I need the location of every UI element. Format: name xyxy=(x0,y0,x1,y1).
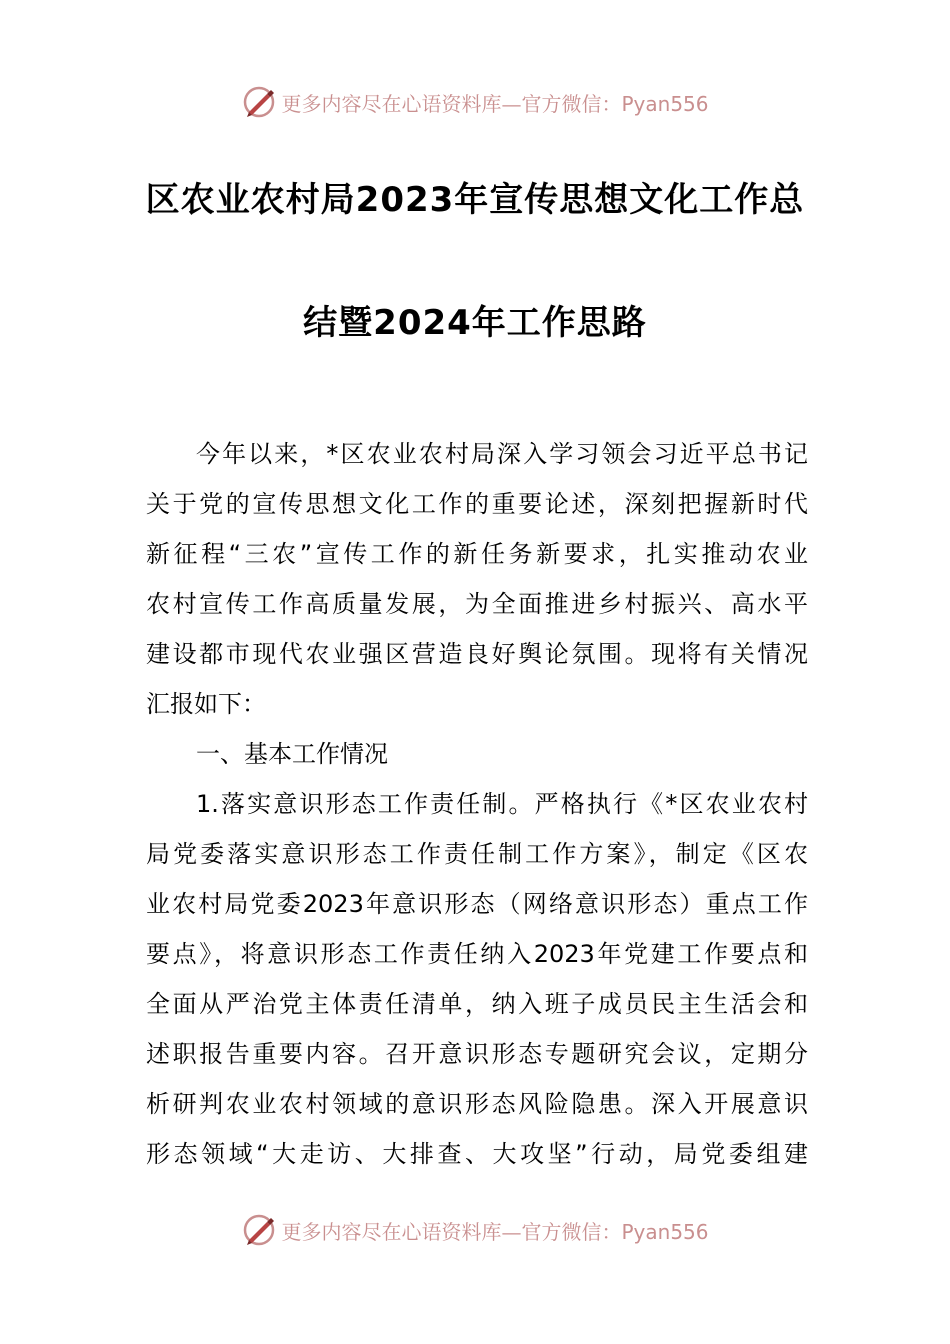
body-line: 业农村局党委2023年意识形态（网络意识形态）重点工作 xyxy=(146,890,808,918)
body-line: 汇报如下： xyxy=(146,690,266,718)
body-line: 今年以来，*区农业农村局深入学习领会习近平总书记 xyxy=(196,440,808,468)
section-heading: 一、基本工作情况 xyxy=(196,740,388,768)
pen-logo-icon xyxy=(241,84,277,120)
body-line: 新征程“三农”宣传工作的新任务新要求，扎实推动农业 xyxy=(146,540,808,568)
body-line: 建设都市现代农业强区营造良好舆论氛围。现将有关情况 xyxy=(146,640,808,668)
document-title-line-1: 区农业农村局2023年宣传思想文化工作总 xyxy=(145,180,805,220)
body-line: 要点》，将意识形态工作责任纳入2023年党建工作要点和 xyxy=(146,940,808,968)
body-line: 析研判农业农村领域的意识形态风险隐患。深入开展意识 xyxy=(146,1090,808,1118)
watermark-footer xyxy=(0,1210,950,1250)
body-line: 全面从严治党主体责任清单，纳入班子成员民主生活会和 xyxy=(146,990,808,1018)
body-line: 形态领域“大走访、大排查、大攻坚”行动，局党委组建 xyxy=(146,1140,808,1168)
watermark-wechat-id: Pyan556 xyxy=(621,1219,709,1244)
body-line: 局党委落实意识形态工作责任制工作方案》，制定《区农 xyxy=(146,840,808,868)
body-line: 农村宣传工作高质量发展，为全面推进乡村振兴、高水平 xyxy=(146,590,808,618)
watermark-text: 更多内容尽在心语资料库—官方微信：Pyan556 xyxy=(281,1219,709,1244)
body-line: 关于党的宣传思想文化工作的重要论述，深刻把握新时代 xyxy=(146,490,808,518)
pen-logo-icon xyxy=(241,1212,277,1248)
watermark-wechat-id: Pyan556 xyxy=(621,91,709,116)
watermark-text: 更多内容尽在心语资料库—官方微信：Pyan556 xyxy=(281,91,709,116)
body-line: 1.落实意识形态工作责任制。严格执行《*区农业农村 xyxy=(196,790,808,818)
watermark-header xyxy=(0,82,950,122)
body-line: 述职报告重要内容。召开意识形态专题研究会议，定期分 xyxy=(146,1040,808,1068)
document-title-line-2: 结暨2024年工作思路 xyxy=(303,303,647,343)
